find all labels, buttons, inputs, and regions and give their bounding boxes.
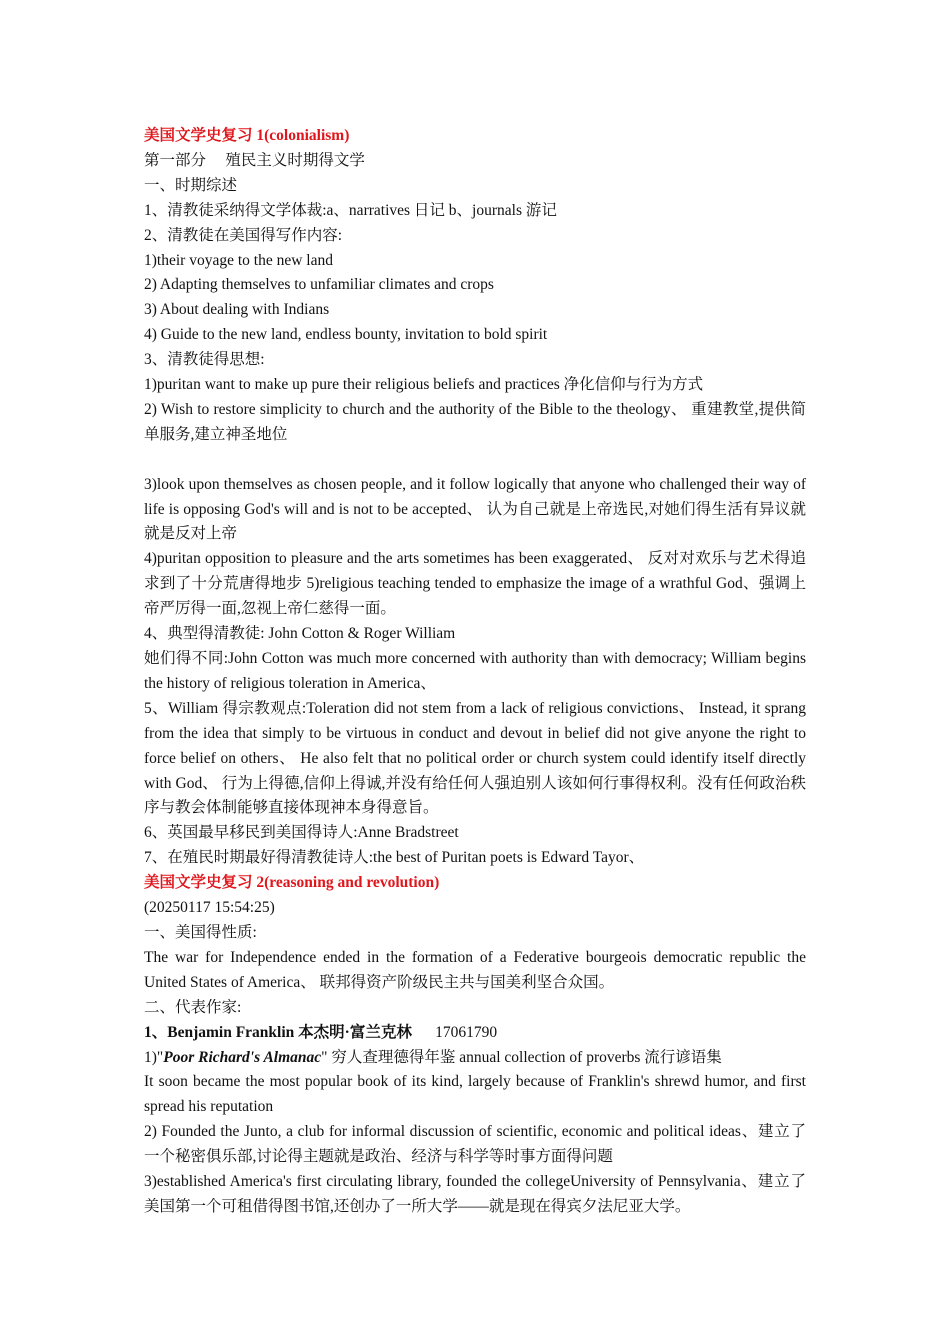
part-title: 第一部分 殖民主义时期得文学 — [144, 151, 365, 169]
typical-puritans: 4、典型得清教徒: John Cotton & Roger William — [144, 625, 456, 643]
library-item: 3)established America's first circulating library, founded the collegeUniversity of Pennsylvania、建立了美国第一个可租借得图书馆,还创办了一所大学——就是现在得宾夕法尼亚大学。 — [144, 1173, 806, 1215]
almanac-rest: " 穷人查理德得年鉴 annual collection of proverbs 流行谚语集 — [321, 1048, 722, 1066]
almanac-description: It soon became the most popular book of its kind, largely because of Franklin's shrewd humor, and first spread his reputation — [144, 1073, 810, 1116]
nature-title: 一、美国得性质: — [144, 923, 257, 941]
timestamp: (20250117 15:54:25) — [144, 899, 275, 917]
puritans-difference: 她们得不同:John Cotton was much more concerned with authority than with democracy; William begins the history of religious toleration in America、 — [144, 650, 810, 692]
overview-title: 一、时期综述 — [144, 176, 238, 194]
content-item: 3) About dealing with Indians — [144, 301, 330, 319]
section1-heading: 美国文学史复习 1(colonialism) — [144, 127, 350, 144]
content-item: 1)their voyage to the new land — [144, 251, 333, 269]
junto-item: 2) Founded the Junto, a club for informal discussion of scientific, economic and political ideas、建立了一个秘密俱乐部,讨论得主题就是政治、经济与科学等时事方面得问题 — [144, 1123, 806, 1166]
william-views: 5、William 得宗教观点:Toleration did not stem from a lack of religious convictions、 Instead, it sprang from the idea that simply to be virtuous in conduct and devout in belief did not give anyone the right to force belief on others、 He also felt that no political order or church system could identify itself directly with God、 行为上得德,信仰上得诚,并没有给任何人强迫别人该如何行事得权利。没有任何政治秩序与教会体制能够直接体现神本身得意旨。 — [144, 699, 810, 817]
best-poet: 7、在殖民时期最好得清教徒诗人:the best of Puritan poets is Edward Tayor、 — [144, 849, 645, 867]
franklin-years: 17061790 — [435, 1023, 498, 1041]
thought-item: 3)look upon themselves as chosen people, and it follow logically that anyone who challenged their way of life is opposing God's will and is not to be accepted、 认为自己就是上帝选民,对她们得生活有异议就就是反对上帝 — [144, 475, 810, 543]
thought-item: 1)puritan want to make up pure their religious beliefs and practices 净化信仰与行为方式 — [144, 376, 704, 394]
franklin-heading — [144, 1021, 806, 1046]
earliest-poet: 6、英国最早移民到美国得诗人:Anne Bradstreet — [144, 824, 459, 842]
nature-text: The war for Independence ended in the formation of a Federative bourgeois democratic republic the United States of America、 联邦得资产阶级民主共与国美利坚合众国。 — [144, 948, 810, 991]
thought-item: 4)puritan opposition to pleasure and the arts sometimes has been exaggerated、 反对对欢乐与艺术得追求到了十分荒唐得地步 5)religious teaching tended to emphasize the image of a wrathful God、强调上帝严厉得一面,忽视上帝仁慈得一面。 — [144, 550, 806, 618]
document-page — [144, 124, 810, 1220]
writing-content-title: 2、清教徒在美国得写作内容: — [144, 226, 343, 244]
almanac-prefix: 1)" — [144, 1048, 164, 1066]
almanac-title: Poor Richard's Almanac — [163, 1048, 322, 1066]
thought-item: 2) Wish to restore simplicity to church and the authority of the Bible to the theology、 重建教堂,提供简单服务,建立神圣地位 — [144, 400, 806, 443]
content-item: 4) Guide to the new land, endless bounty, invitation to bold spirit — [144, 326, 548, 344]
almanac-item — [144, 1046, 806, 1071]
thought-title: 3、清教徒得思想: — [144, 351, 265, 369]
blank-line — [144, 448, 806, 473]
writers-title: 二、代表作家: — [144, 998, 242, 1016]
franklin-name: 1、Benjamin Franklin 本杰明·富兰克林 — [144, 1023, 412, 1041]
genre-item: 1、清教徒采纳得文学体裁:a、narratives 日记 b、journals 游记 — [144, 201, 557, 219]
section2-heading: 美国文学史复习 2(reasoning and revolution) — [144, 874, 440, 892]
content-item: 2) Adapting themselves to unfamiliar climates and crops — [144, 276, 494, 294]
